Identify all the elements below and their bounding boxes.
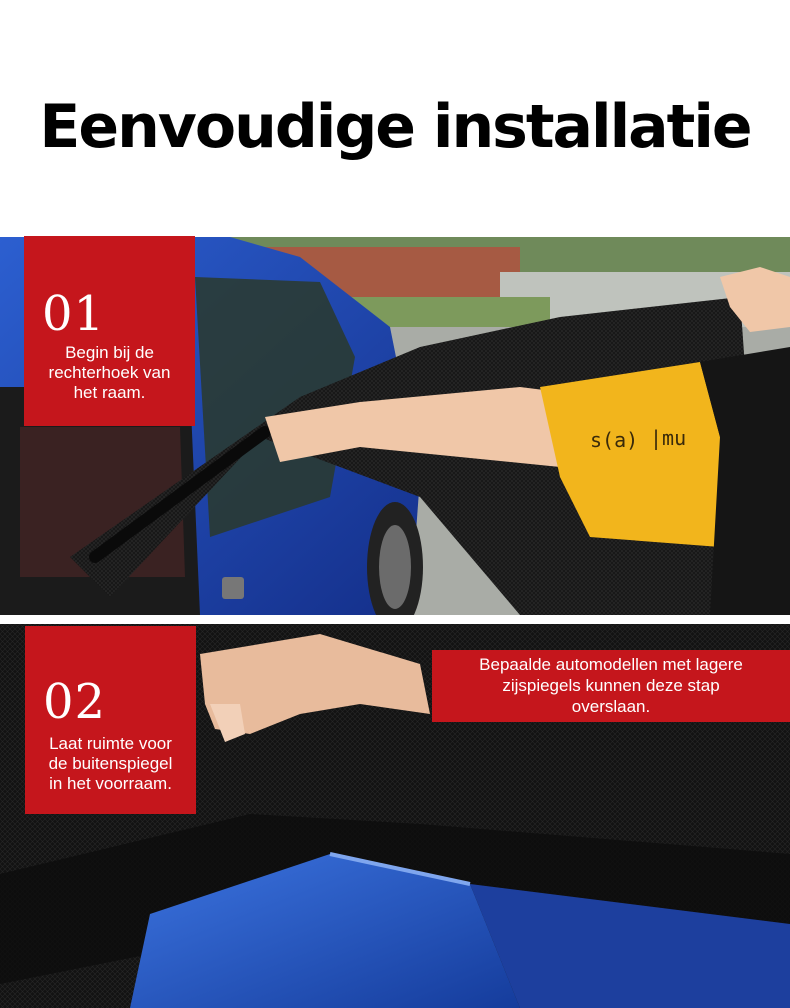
step-1-callout xyxy=(24,236,195,426)
step-1-description xyxy=(26,343,193,403)
step-2-number: 02 xyxy=(43,674,107,730)
mirror-note-line: overslaan. xyxy=(571,697,651,716)
step-1-number: 01 xyxy=(42,286,106,342)
step-1-line: Begin bij de xyxy=(65,343,154,362)
step-1-line: rechterhoek van xyxy=(48,363,171,382)
step-2-line: Laat ruimte voor xyxy=(49,734,172,753)
page-title: Eenvoudige installatie xyxy=(39,92,751,162)
mirror-note-line: zijspiegels kunnen deze stap xyxy=(502,676,720,695)
step-2-line: de buitenspiegel xyxy=(48,754,173,773)
svg-text:s(a): s(a) xyxy=(590,428,639,452)
step-2-description xyxy=(27,734,194,794)
svg-text:|mu: |mu xyxy=(650,426,687,450)
step-2-line: in het voorraam. xyxy=(49,774,172,793)
step-1-line: het raam. xyxy=(73,383,146,402)
step-2-callout xyxy=(25,626,196,814)
mirror-note xyxy=(432,650,790,722)
mirror-note-line: Bepaalde automodellen met lagere xyxy=(479,655,743,674)
